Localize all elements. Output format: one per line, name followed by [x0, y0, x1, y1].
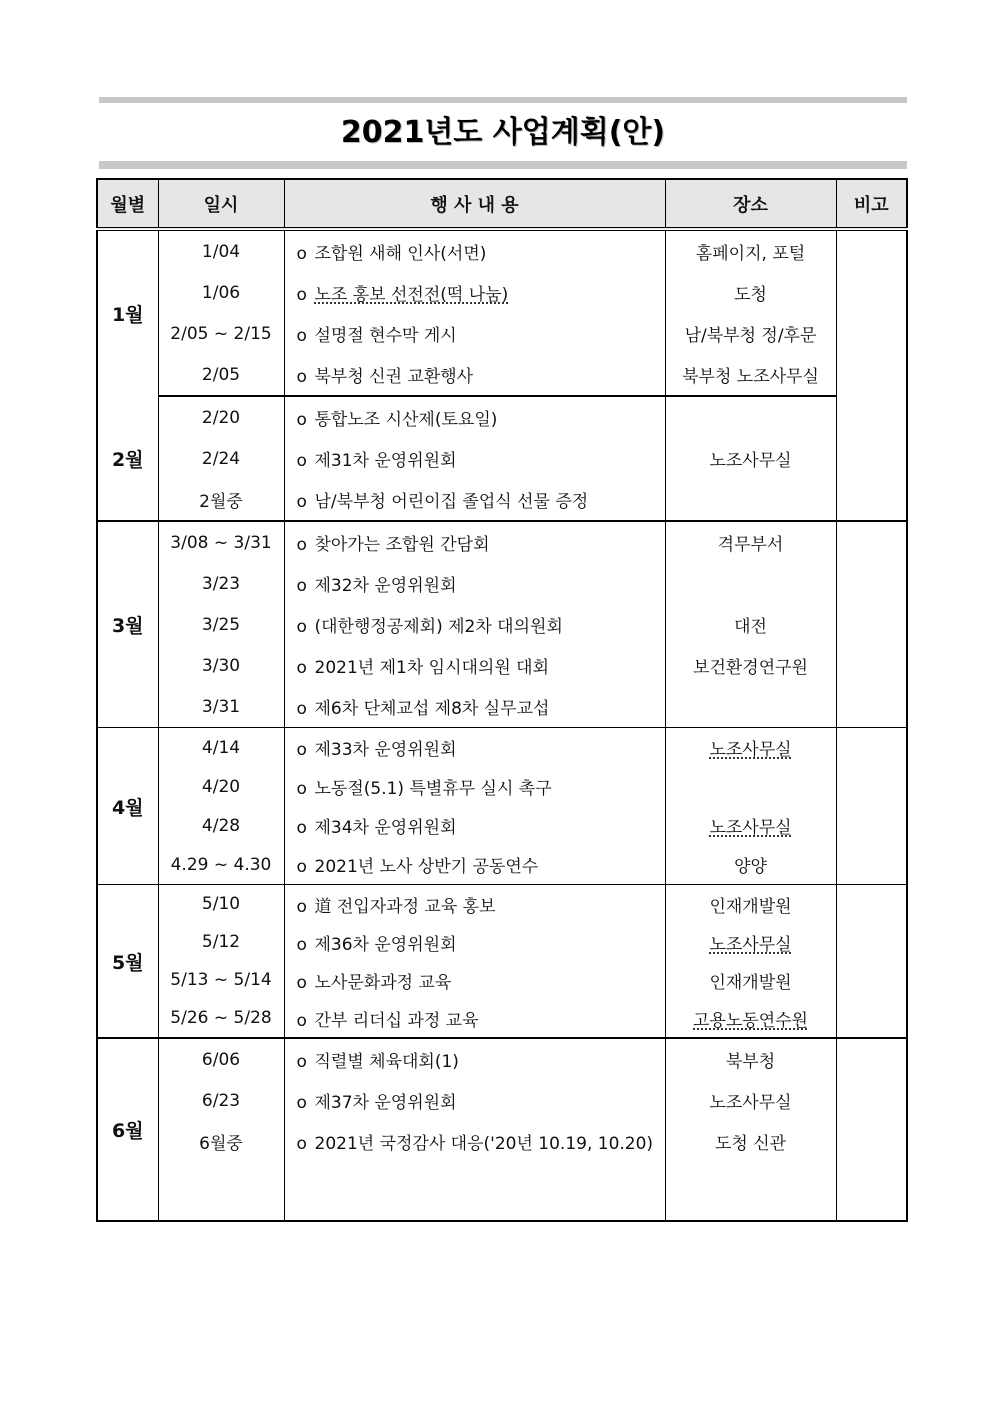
content-cell	[284, 354, 665, 396]
content-cell	[284, 313, 665, 354]
note-cell	[836, 229, 907, 396]
date-cell: 5/12	[158, 923, 284, 961]
month-cell: 4월	[97, 728, 158, 885]
bullet-icon: o	[296, 367, 307, 387]
bullet-icon: o	[296, 451, 307, 471]
bullet-icon: o	[296, 818, 307, 838]
content-cell	[284, 563, 665, 604]
content-text: 노동절(5.1) 특별휴무 실시 촉구	[314, 779, 552, 799]
place-cell	[665, 686, 836, 728]
place-cell: 홈페이지, 포털	[665, 229, 836, 272]
content-cell	[284, 885, 665, 924]
bullet-icon: o	[296, 658, 307, 678]
bullet-icon: o	[296, 896, 307, 917]
table-row-empty	[97, 1162, 907, 1221]
title-bottom-rule	[99, 161, 907, 169]
table-row	[97, 728, 907, 768]
content-text: 2021년 제1차 임시대의원 대회	[314, 658, 550, 678]
bullet-icon: o	[296, 857, 307, 877]
content-cell	[284, 479, 665, 521]
date-cell: 3/23	[158, 563, 284, 604]
place-text: 노조사무실	[709, 818, 792, 838]
content-text: 道 전입자과정 교육 홍보	[314, 896, 496, 917]
place-cell: 노조사무실	[665, 1080, 836, 1121]
date-cell: 3/08 ~ 3/31	[158, 521, 284, 563]
place-cell	[665, 728, 836, 768]
content-text: 찾아가는 조합원 간담회	[314, 535, 490, 555]
table-row	[97, 313, 907, 354]
table-row	[97, 645, 907, 686]
date-cell: 2/05 ~ 2/15	[158, 313, 284, 354]
bullet-icon: o	[296, 972, 307, 993]
date-cell: 3/31	[158, 686, 284, 728]
content-cell	[284, 1038, 665, 1080]
date-cell: 6/23	[158, 1080, 284, 1121]
place-cell: 인재개발원	[665, 961, 836, 999]
place-cell: 대전	[665, 604, 836, 645]
content-text: 직렬별 체육대회(1)	[314, 1052, 459, 1072]
bullet-icon: o	[296, 1134, 307, 1154]
table-row	[97, 767, 907, 806]
table-row	[97, 272, 907, 313]
bullet-icon: o	[296, 535, 307, 555]
place-cell	[665, 1162, 836, 1221]
date-cell: 1/06	[158, 272, 284, 313]
place-cell: 격무부서	[665, 521, 836, 563]
date-cell: 4/28	[158, 806, 284, 845]
content-cell	[284, 645, 665, 686]
date-cell: 6월중	[158, 1121, 284, 1162]
place-cell	[665, 563, 836, 604]
date-cell: 3/25	[158, 604, 284, 645]
content-cell	[284, 1080, 665, 1121]
table-row	[97, 396, 907, 438]
date-cell: 5/13 ~ 5/14	[158, 961, 284, 999]
table-row	[97, 1080, 907, 1121]
month-cell: 2월	[97, 396, 158, 521]
bullet-icon: o	[296, 740, 307, 760]
header-content: 행 사 내 용	[284, 179, 665, 229]
content-text: 북부청 신권 교환행사	[314, 367, 474, 387]
content-cell	[284, 923, 665, 961]
note-cell	[836, 1038, 907, 1221]
bullet-icon: o	[296, 1093, 307, 1113]
place-text: 고용노동연수원	[693, 1010, 808, 1031]
content-text: 노조 홍보 선전전(떡 나눔)	[314, 285, 509, 305]
date-cell: 2/24	[158, 438, 284, 479]
place-text: 노조사무실	[709, 740, 792, 760]
content-cell	[284, 767, 665, 806]
note-cell	[836, 885, 907, 1039]
date-cell: 1/04	[158, 229, 284, 272]
content-cell	[284, 999, 665, 1038]
content-cell	[284, 229, 665, 272]
header-row	[97, 179, 907, 229]
place-cell: 북부청	[665, 1038, 836, 1080]
content-cell	[284, 961, 665, 999]
content-text: 남/북부청 어린이집 졸업식 선물 증정	[314, 492, 589, 512]
date-cell: 3/30	[158, 645, 284, 686]
header-place: 장소	[665, 179, 836, 229]
month-cell: 3월	[97, 521, 158, 728]
table-row	[97, 229, 907, 272]
place-text: 노조사무실	[709, 934, 792, 955]
bullet-icon: o	[296, 410, 307, 430]
date-cell: 5/26 ~ 5/28	[158, 999, 284, 1038]
date-cell: 2/05	[158, 354, 284, 396]
content-text: 2021년 국정감사 대응('20년 10.19, 10.20)	[314, 1134, 654, 1154]
place-cell: 인재개발원	[665, 885, 836, 924]
content-cell	[284, 806, 665, 845]
content-cell	[284, 686, 665, 728]
date-cell: 4/20	[158, 767, 284, 806]
place-cell: 양양	[665, 845, 836, 885]
place-cell: 노조사무실	[665, 396, 836, 521]
place-cell: 도청	[665, 272, 836, 313]
table-row	[97, 521, 907, 563]
date-cell: 5/10	[158, 885, 284, 924]
bullet-icon: o	[296, 617, 307, 637]
bullet-icon: o	[296, 699, 307, 719]
note-cell	[836, 728, 907, 885]
date-cell: 2월중	[158, 479, 284, 521]
content-text: 설명절 현수막 게시	[314, 326, 457, 346]
content-text: 제31차 운영위원회	[314, 451, 457, 471]
bullet-icon: o	[296, 285, 307, 305]
date-cell: 4/14	[158, 728, 284, 768]
table-row	[97, 923, 907, 961]
place-cell: 북부청 노조사무실	[665, 354, 836, 396]
month-cell: 6월	[97, 1038, 158, 1221]
header-month: 월별	[97, 179, 158, 229]
place-cell: 도청 신관	[665, 1121, 836, 1162]
date-cell: 2/20	[158, 396, 284, 438]
bullet-icon: o	[296, 492, 307, 512]
content-text: 통합노조 시산제(토요일)	[314, 410, 498, 430]
table-row	[97, 806, 907, 845]
title-band	[99, 97, 907, 169]
content-cell	[284, 272, 665, 313]
content-cell	[284, 521, 665, 563]
content-cell	[284, 604, 665, 645]
month-cell: 5월	[97, 885, 158, 1039]
place-cell	[665, 806, 836, 845]
bullet-icon: o	[296, 576, 307, 596]
month-cell: 1월	[97, 229, 158, 396]
content-cell	[284, 728, 665, 768]
header-date: 일시	[158, 179, 284, 229]
date-cell: 6/06	[158, 1038, 284, 1080]
table-row	[97, 999, 907, 1038]
content-text: 제37차 운영위원회	[314, 1093, 457, 1113]
bullet-icon: o	[296, 1052, 307, 1072]
bullet-icon: o	[296, 934, 307, 955]
content-text: (대한행정공제회) 제2차 대의원회	[314, 617, 563, 637]
bullet-icon: o	[296, 779, 307, 799]
place-cell	[665, 767, 836, 806]
content-text: 2021년 노사 상반기 공동연수	[314, 857, 539, 877]
table-row	[97, 885, 907, 924]
table-row	[97, 686, 907, 728]
table-row	[97, 961, 907, 999]
content-text: 조합원 새해 인사(서면)	[314, 244, 487, 264]
content-cell	[284, 1121, 665, 1162]
content-text: 제34차 운영위원회	[314, 818, 457, 838]
bullet-icon: o	[296, 244, 307, 264]
document-title: 2021년도 사업계획(안)	[340, 115, 666, 150]
note-cell	[836, 521, 907, 728]
note-cell	[836, 396, 907, 521]
place-cell: 남/북부청 정/후문	[665, 313, 836, 354]
content-cell	[284, 1162, 665, 1221]
bullet-icon: o	[296, 326, 307, 346]
table-row	[97, 604, 907, 645]
header-note: 비고	[836, 179, 907, 229]
content-cell	[284, 396, 665, 438]
date-cell	[158, 1162, 284, 1221]
content-text: 간부 리더십 과정 교육	[314, 1010, 479, 1031]
content-text: 제6차 단체교섭 제8차 실무교섭	[314, 699, 550, 719]
table-row	[97, 563, 907, 604]
date-cell: 4.29 ~ 4.30	[158, 845, 284, 885]
content-text: 제32차 운영위원회	[314, 576, 457, 596]
bullet-icon: o	[296, 1010, 307, 1031]
content-text: 제36차 운영위원회	[314, 934, 457, 955]
content-text: 노사문화과정 교육	[314, 972, 452, 993]
table-row	[97, 1038, 907, 1080]
content-cell	[284, 845, 665, 885]
place-cell	[665, 999, 836, 1038]
place-cell	[665, 923, 836, 961]
table-row	[97, 354, 907, 396]
content-cell	[284, 438, 665, 479]
place-cell: 보건환경연구원	[665, 645, 836, 686]
business-plan-table	[96, 178, 908, 1222]
table-row	[97, 845, 907, 885]
table-row	[97, 1121, 907, 1162]
content-text: 제33차 운영위원회	[314, 740, 457, 760]
